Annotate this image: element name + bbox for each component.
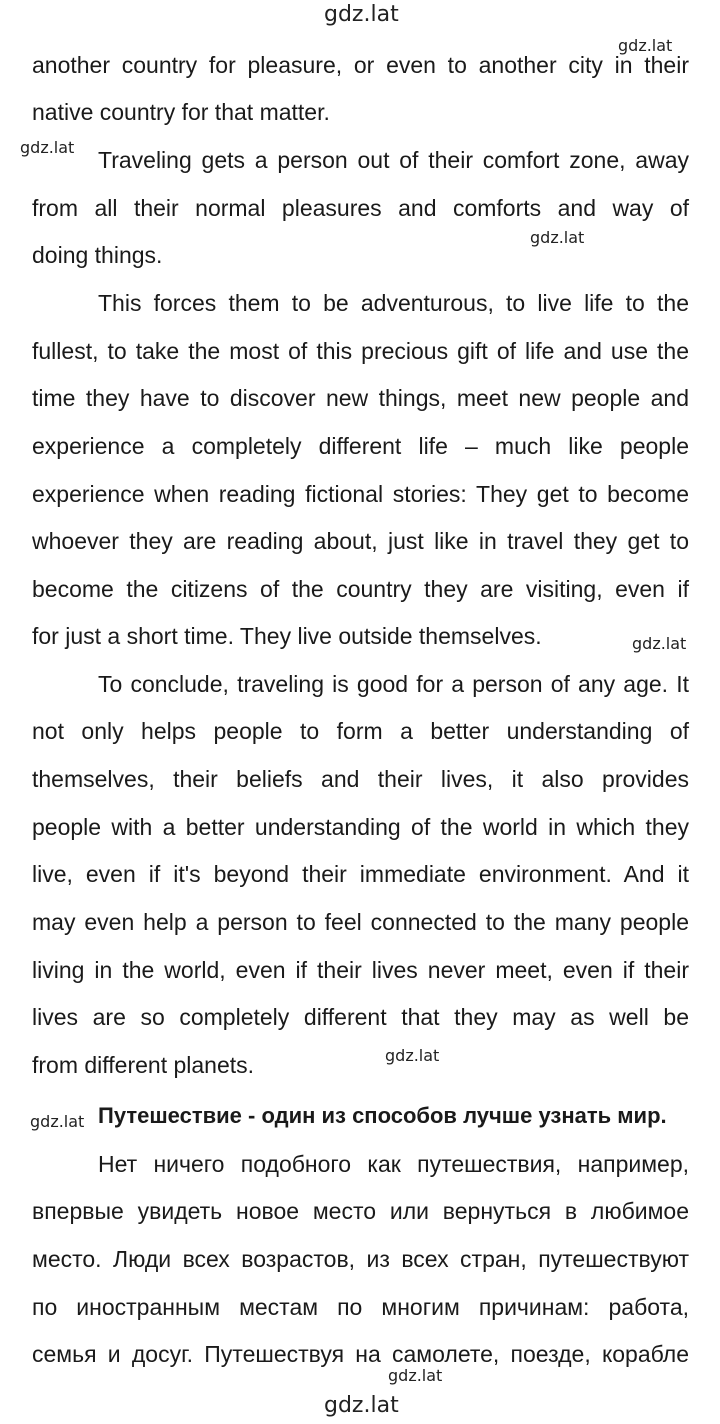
watermark: gdz.lat — [20, 138, 75, 157]
paragraph-start: This forces them to be adventurous, to live life to the — [98, 290, 689, 316]
text-line: experience when reading fictional stories: They get to become — [32, 481, 689, 507]
watermark: gdz.lat — [632, 634, 687, 653]
text-line: time they have to discover new things, meet new people and — [32, 385, 689, 411]
text-line: впервые увидеть новое место или вернуться в любимое — [32, 1198, 689, 1224]
text-line: living in the world, even if their lives never meet, even if their — [32, 957, 689, 983]
text-line: may even help a person to feel connected to the many people — [32, 909, 689, 935]
paragraph-start: Нет ничего подобного как путешествия, например, — [98, 1151, 689, 1177]
paragraph-start: To conclude, traveling is good for a person of any age. It — [98, 671, 689, 697]
text-line: from different planets. — [32, 1052, 255, 1078]
text-line: for just a short time. They live outside themselves. — [32, 623, 542, 649]
text-line: whoever they are reading about, just like in travel they get to — [32, 528, 689, 554]
watermark-footer: gdz.lat — [324, 1393, 399, 1418]
text-line: native country for that matter. — [32, 99, 330, 125]
watermark: gdz.lat — [618, 36, 673, 55]
text-line: people with a better understanding of the world in which they — [32, 814, 689, 840]
text-line: from all their normal pleasures and comforts and way of — [32, 195, 689, 221]
watermark: gdz.lat — [385, 1046, 440, 1065]
watermark: gdz.lat — [388, 1366, 443, 1385]
watermark-header: gdz.lat — [324, 2, 399, 27]
watermark: gdz.lat — [530, 228, 585, 247]
watermark: gdz.lat — [30, 1112, 85, 1131]
text-line: lives are so completely different that they may as well be — [32, 1004, 689, 1030]
text-line: doing things. — [32, 242, 163, 268]
text-line: experience a completely different life – much like people — [32, 433, 689, 459]
text-line: место. Люди всех возрастов, из всех стран, путешествуют — [32, 1246, 689, 1272]
text-line: live, even if it's beyond their immediate environment. And it — [32, 861, 689, 887]
text-line: not only helps people to form a better understanding of — [32, 718, 689, 744]
paragraph-start: Traveling gets a person out of their comfort zone, away — [98, 147, 689, 173]
text-line: themselves, their beliefs and their lives, it also provides — [32, 766, 689, 792]
text-line: become the citizens of the country they are visiting, even if — [32, 576, 689, 602]
text-line: по иностранным местам по многим причинам: работа, — [32, 1294, 689, 1320]
text-line: семья и досуг. Путешествуя на самолете, поезде, корабле — [32, 1341, 689, 1367]
text-line: fullest, to take the most of this precious gift of life and use the — [32, 338, 689, 364]
text-line: another country for pleasure, or even to another city in their — [32, 52, 689, 78]
section-title: Путешествие - один из способов лучше узнать мир. — [98, 1103, 667, 1128]
